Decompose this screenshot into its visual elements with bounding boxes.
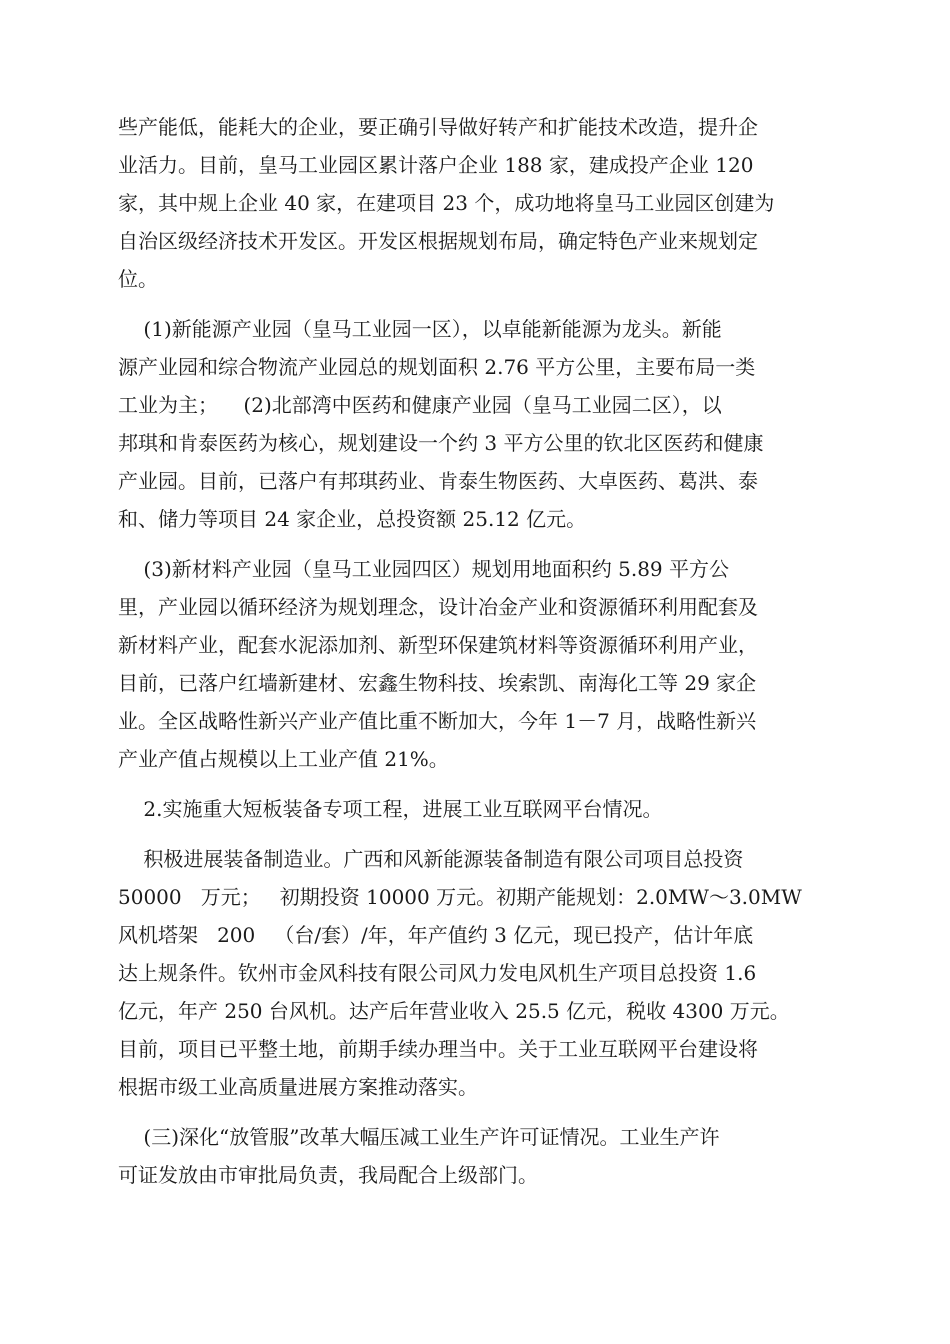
text-line: 源产业园和综合物流产业园总的规划面积 2.76 平方公里，主要布局一类 [118,355,756,379]
text-line: 业。全区战略性新兴产业产值比重不断加大，今年 1－7 月，战略性新兴 [118,709,757,733]
paragraph-6 [118,1118,834,1194]
text-line: (1)新能源产业园（皇马工业园一区），以卓能新能源为龙头。新能 [118,317,722,341]
section-heading: 2.实施重大短板装备专项工程，进展工业互联网平台情况。 [118,797,663,821]
text-line: 些产能低，能耗大的企业，要正确引导做好转产和扩能技术改造，提升企 [118,115,758,139]
text-line: 家，其中规上企业 40 家，在建项目 23 个，成功地将皇马工业园区创建为 [118,191,775,215]
text-line: 和、储力等项目 24 家企业，总投资额 25.12 亿元。 [118,507,587,531]
text-line: 自治区级经济技术开发区。开发区根据规划布局，确定特色产业来规划定 [118,229,758,253]
paragraph-4 [118,790,834,828]
text-line: 风机塔架 200 （台/套）/年，年产值约 3 亿元，现已投产，估计年底 [118,923,754,947]
text-line: (3)新材料产业园（皇马工业园四区）规划用地面积约 5.89 平方公 [118,557,730,581]
text-line: 目前，已落户红墙新建材、宏鑫生物科技、埃索凯、南海化工等 29 家企 [118,671,757,695]
text-line: 50000 万元； 初期投资 10000 万元。初期产能规划：2.0MW～3.0MW [118,885,802,909]
paragraph-3 [118,550,834,778]
paragraph-5 [118,840,834,1106]
document-page [118,108,834,1206]
text-line: 亿元，年产 250 台风机。达产后年营业收入 25.5 亿元，税收 4300 万元。 [118,999,790,1023]
text-line: 达上规条件。钦州市金风科技有限公司风力发电风机生产项目总投资 1.6 [118,961,757,985]
text-line: 产业园。目前，已落户有邦琪药业、肯泰生物医药、大卓医药、葛洪、泰 [118,469,758,493]
text-line: 邦琪和肯泰医药为核心，规划建设一个约 3 平方公里的钦北区医药和健康 [118,431,764,455]
text-line: 新材料产业，配套水泥添加剂、新型环保建筑材料等资源循环利用产业， [118,633,758,657]
text-line: 业活力。目前，皇马工业园区累计落户企业 188 家，建成投产企业 120 [118,153,754,177]
paragraph-1 [118,108,834,298]
paragraph-2 [118,310,834,538]
text-line: 积极进展装备制造业。广西和风新能源装备制造有限公司项目总投资 [118,847,744,871]
text-line: 工业为主； (2)北部湾中医药和健康产业园（皇马工业园二区），以 [118,393,722,417]
text-line: 产业产值占规模以上工业产值 21%。 [118,747,449,771]
text-line: 目前，项目已平整土地，前期手续办理当中。关于工业互联网平台建设将 [118,1037,758,1061]
text-line: 里，产业园以循环经济为规划理念，设计冶金产业和资源循环利用配套及 [118,595,758,619]
text-line: 位。 [118,267,158,291]
text-line: 根据市级工业高质量进展方案推动落实。 [118,1075,478,1099]
text-line: 可证发放由市审批局负责，我局配合上级部门。 [118,1163,538,1187]
text-line: (三)深化“放管服”改革大幅压减工业生产许可证情况。工业生产许 [118,1125,720,1149]
